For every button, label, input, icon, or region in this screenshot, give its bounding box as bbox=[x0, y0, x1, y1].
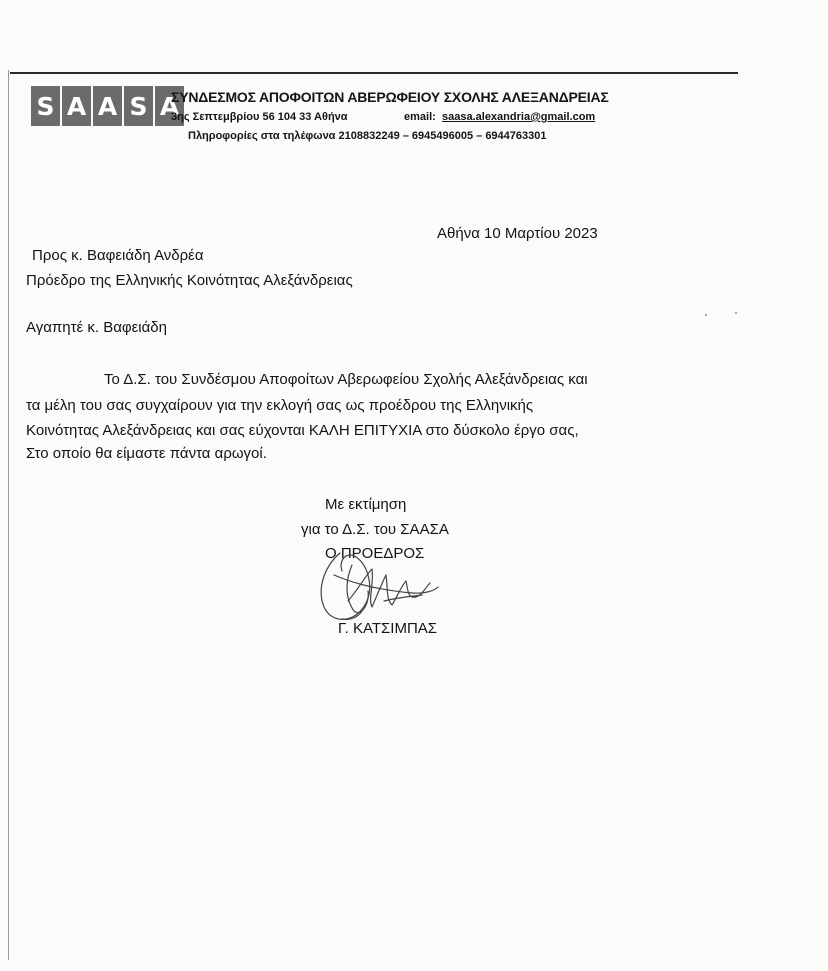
body-line: Το Δ.Σ. του Συνδέσμου Αποφοίτων Αβερωφείου Σχολής Αλεξάνδρειας και bbox=[104, 371, 588, 388]
body-line: Στο οποίο θα είμαστε πάντα αρωγοί. bbox=[26, 445, 267, 462]
saasa-logo bbox=[31, 86, 184, 126]
phone-info: Πληροφορίες στα τηλέφωνα 2108832249 – 6945496005 – 6944763301 bbox=[188, 130, 547, 142]
logo-letter: A bbox=[62, 86, 91, 126]
email-label: email: bbox=[404, 111, 436, 123]
logo-letter: A bbox=[93, 86, 122, 126]
greeting: Αγαπητέ κ. Βαφειάδη bbox=[26, 319, 167, 336]
address: 3ης Σεπτεμβρίου 56 104 33 Αθήνα bbox=[171, 111, 348, 123]
signatory-name: Γ. ΚΑΤΣΙΜΠΑΣ bbox=[338, 620, 438, 637]
letter-date: Αθήνα 10 Μαρτίου 2023 bbox=[437, 225, 598, 242]
body-line: τα μέλη του σας συγχαίρουν για την εκλογή σας ως προέδρου της Ελληνικής bbox=[26, 397, 534, 414]
logo-letter: S bbox=[31, 86, 60, 126]
organization-name: ΣΥΝΔΕΣΜΟΣ ΑΠΟΦΟΙΤΩΝ ΑΒΕΡΩΦΕΙΟΥ ΣΧΟΛΗΣ ΑΛΕΞΑΝΔΡΕΙΑΣ bbox=[171, 89, 609, 105]
letterhead-rule bbox=[10, 72, 738, 74]
recipient-name: Προς κ. Βαφειάδη Ανδρέα bbox=[32, 247, 204, 264]
closing-role: Ο ΠΡΟΕΔΡΟΣ bbox=[325, 545, 425, 562]
body-line: Κοινότητας Αλεξάνδρειας και σας εύχονται ΚΑΛΗ ΕΠΙΤΥΧΙΑ στο δύσκολο έργο σας, bbox=[26, 422, 579, 439]
logo-letter: S bbox=[124, 86, 153, 126]
closing-regards: Με εκτίμηση bbox=[325, 496, 407, 513]
recipient-title: Πρόεδρο της Ελληνικής Κοινότητας Αλεξάνδρειας bbox=[26, 272, 353, 289]
email-link[interactable]: saasa.alexandria@gmail.com bbox=[442, 111, 596, 123]
handwritten-signature bbox=[312, 545, 447, 627]
logo-letter: A bbox=[155, 86, 184, 126]
closing-on-behalf: για το Δ.Σ. του ΣΑΑΣΑ bbox=[301, 521, 449, 538]
scan-speck bbox=[705, 314, 707, 316]
scan-edge bbox=[8, 70, 9, 960]
scan-speck bbox=[735, 312, 737, 314]
